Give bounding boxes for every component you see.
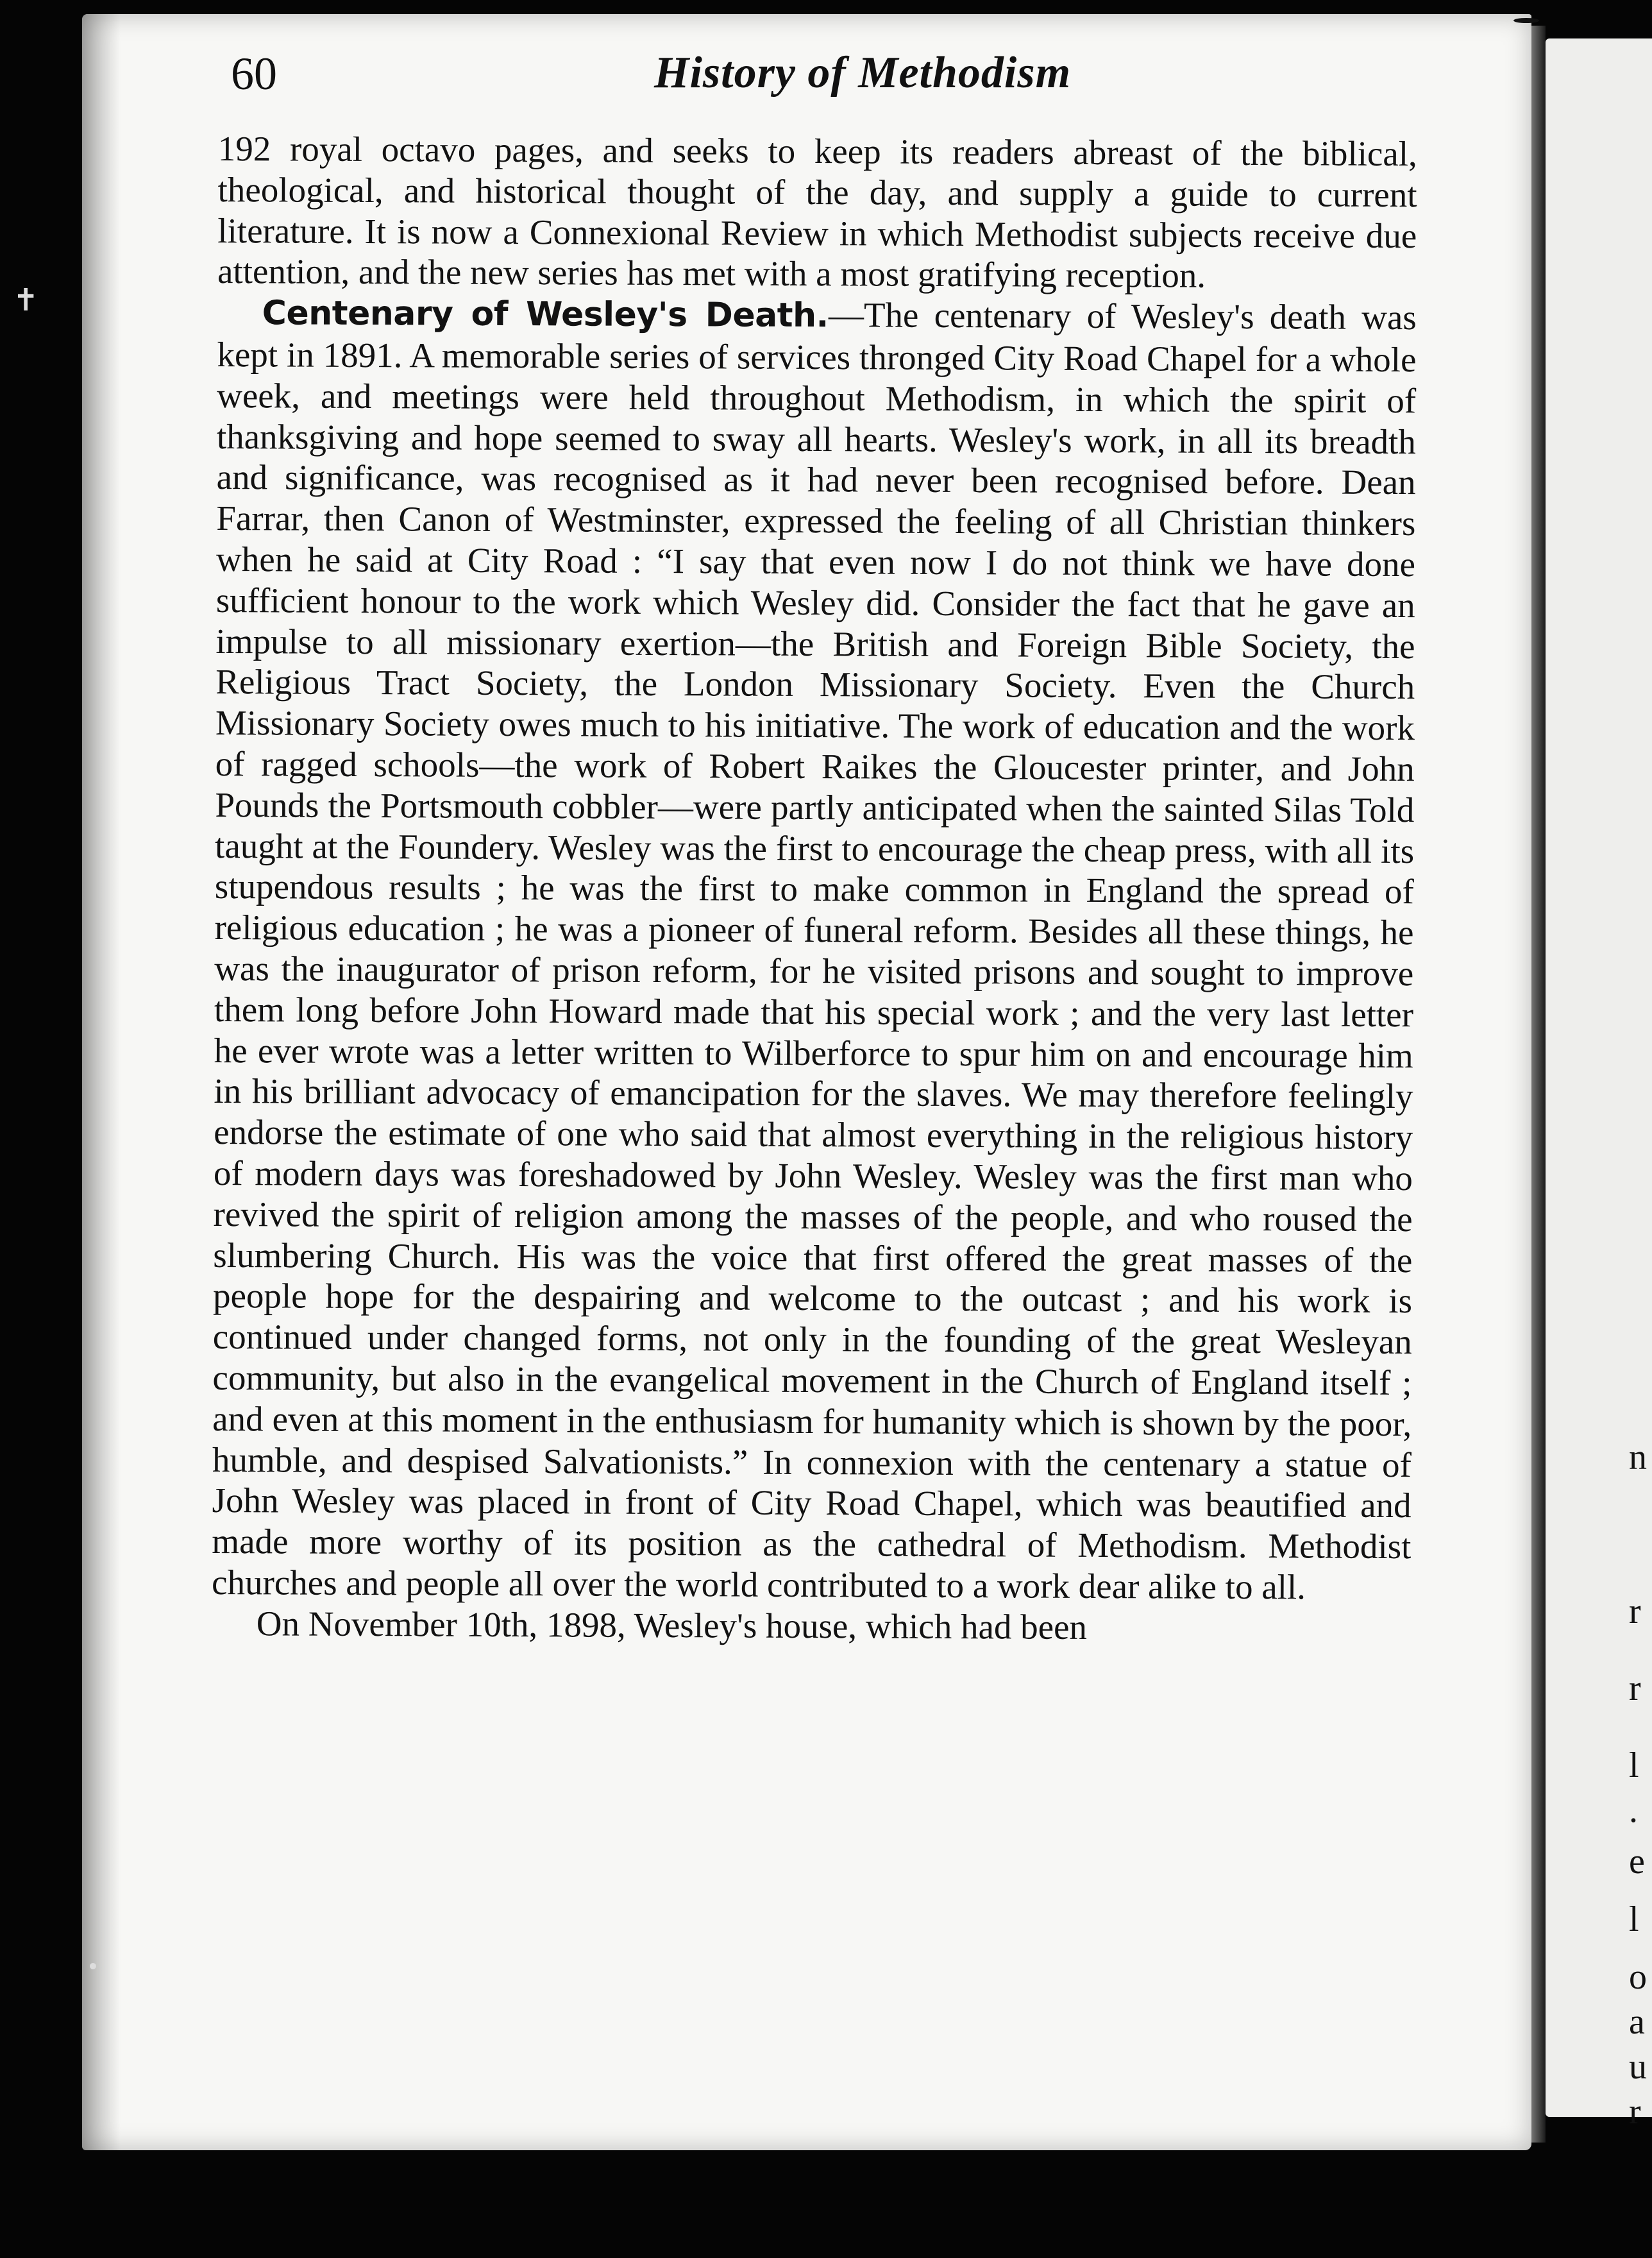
facing-page-glyph: l [1629, 1745, 1639, 1785]
facing-page-glyph: o [1629, 1957, 1647, 1997]
facing-page-glyph: l [1629, 1899, 1639, 1939]
page-header [231, 38, 1449, 109]
facing-page-glyph: a [1629, 2002, 1645, 2042]
facing-page-glyph: r [1629, 2092, 1641, 2132]
scan-speck [90, 1963, 96, 1969]
facing-page-glyph: r [1629, 1668, 1641, 1708]
paragraph-text: On November 10th, 1898, Wesley's house, which had been [256, 1603, 1088, 1647]
facing-page-glyph: n [1629, 1438, 1647, 1477]
page-number: 60 [231, 48, 277, 99]
paragraph-text: 192 royal octavo pages, and seeks to keep its readers abreast of the biblical, theological, and historical thought of the day, and supply a guide to current literature. It is now a Connexional Review in which Methodist subjects receive due attention, and the new series has met with a most gratifying reception. [217, 128, 1417, 296]
facing-page-glyph: e [1629, 1842, 1645, 1881]
facing-page-edge [1546, 38, 1652, 2132]
paragraph-centenary [212, 292, 1417, 1608]
paragraph-continued [217, 128, 1417, 297]
section-heading: Centenary of Wesley's Death. [262, 294, 829, 335]
facing-page-glyph: r [1629, 1592, 1641, 1631]
facing-page-glyph: . [1629, 1790, 1638, 1830]
page-body-text [212, 128, 1417, 1649]
scan-speck [1513, 18, 1539, 23]
paragraph-text: —The centenary of Wesley's death was kept in 1891. A memorable series of services thronged City Road Chapel for a whole week, and meetings were held throughout Methodism, in which the spirit of thanksgiving and hope seemed to sway all hearts. Wesley's work, in all its breadth and significance, was recognised as it had never been recognised before. Dean Farrar, then Canon of Westminster, expressed the feeling of all Christian thinkers when he said at City Road : “I say that even now I do not think we have done sufficient honour to the work which Wesley did. Consider the fact that he gave an impulse to all missionary exertion—the British and Foreign Bible Society, the Religious Tract Society, the London Missionary Society. Even the Church Missionary Society owes much to his initiative. The work of education and the work of ragged schools—the work of Robert Raikes the Gloucester printer, and John Pounds the Portsmouth cobbler—were partly anticipated when the sainted Silas Told taught at the Foundery. Wesley was the first to encourage the cheap press, with all its stupendous results ; he was the first to make common in England the spread of religious education ; he was a pioneer of funeral reform. Besides all these things, he was the inaugurator of prison reform, for he visited prisons and sought to improve them long before John Howard made that his special work ; and the very last letter he ever wrote was a letter written to Wilberforce to spur him on and encourage him in his brilliant advocacy of emancipation for the slaves. We may therefore feelingly endorse the estimate of one who said that almost everything in the religious history of modern days was foreshadowed by John Wesley. Wesley was the first man who revived the spirit of religion among the masses of the people, and who roused the slumbering Church. His was the voice that first offered the great masses of the people hope for the despairing and welcome to the outcast ; and his work is continued under changed forms, not only in the founding of the great Wesleyan community, but also in the evangelical movement in the Church of England itself ; and even at this moment in the enthusiasm for humanity which is shown by the poor, humble, and despised Salvationists.” In connexion with the centenary a statue of John Wesley was placed in front of City Road Chapel, which was beautified and made more worthy of its position as the cathedral of Methodism. Methodist churches and people all over the world contributed to a work dear alike to all. [211, 295, 1417, 1607]
running-head: History of Methodism [654, 48, 1072, 98]
margin-cross-mark: ✝ [13, 282, 39, 318]
paragraph-wesleys-house [212, 1603, 1411, 1649]
facing-page-glyph: u [1629, 2047, 1647, 2087]
